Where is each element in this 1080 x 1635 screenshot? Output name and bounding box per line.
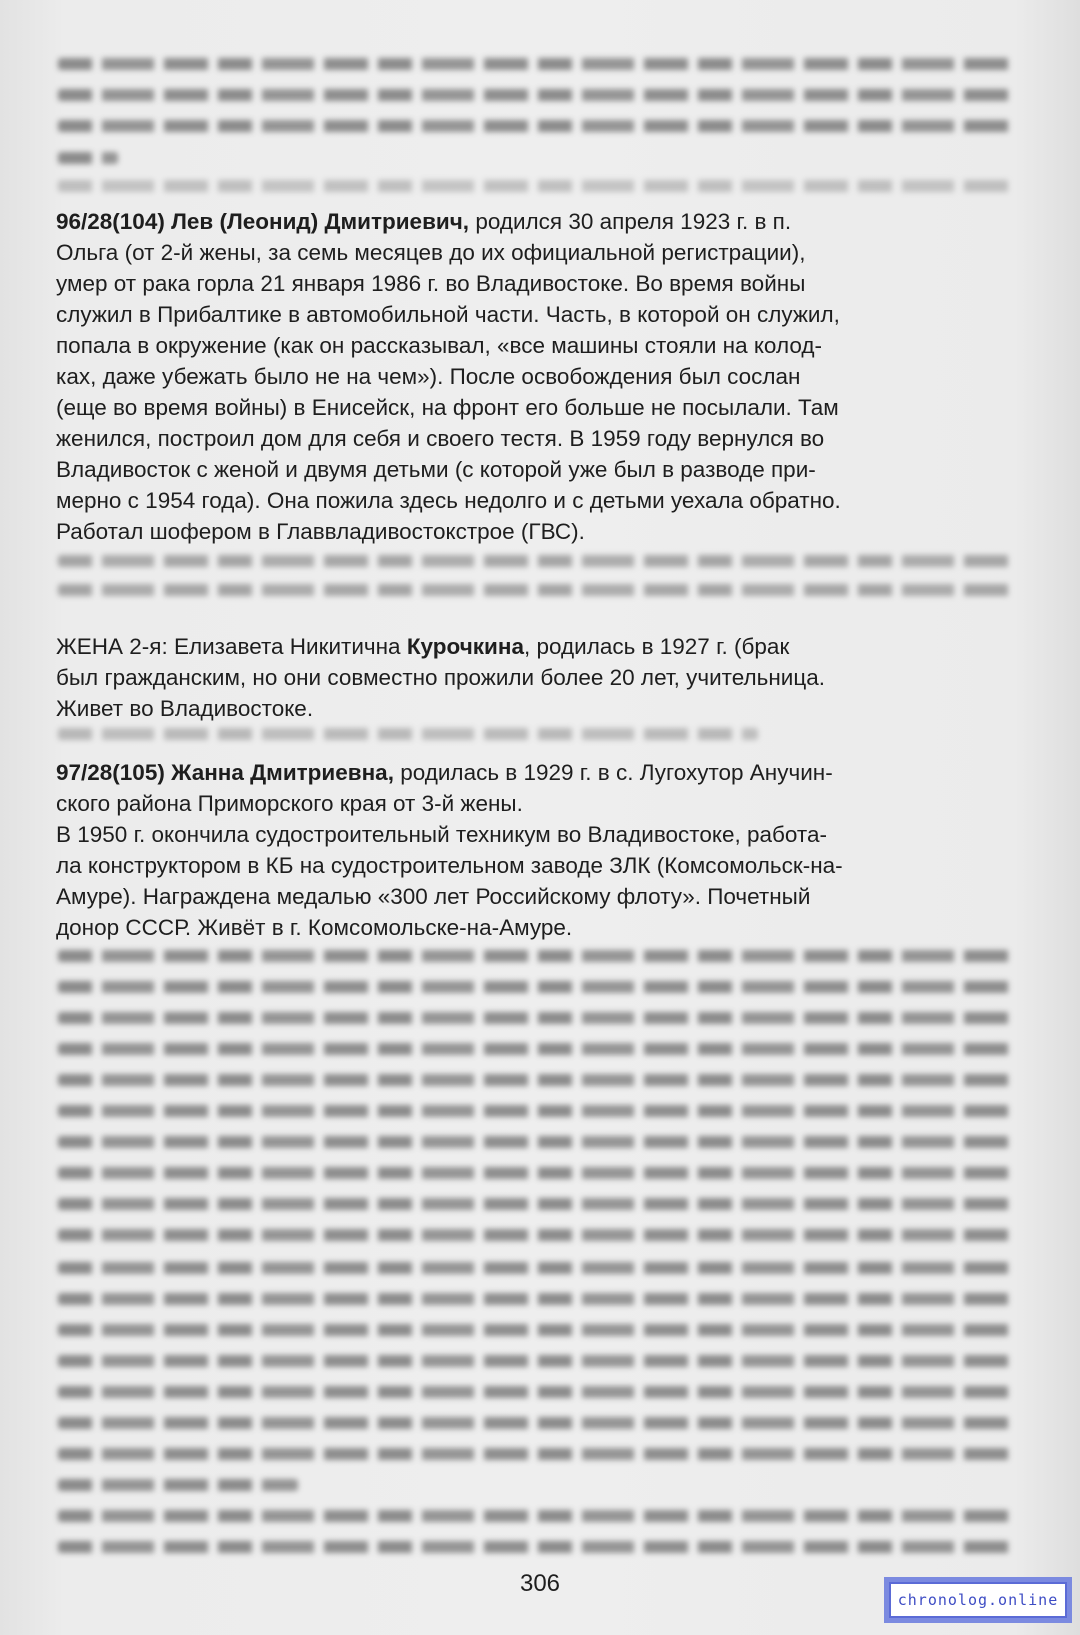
entry-lev-line: мерно с 1954 года). Она пожила здесь недолго и с детьми уехала обратно. [56,488,841,513]
entry-zhanna-first: родилась в 1929 г. в с. Лугохутор Анучин- [393,760,833,785]
entry-lev [56,206,1014,547]
entry-lev-line: женился, построил дом для себя и своего тестя. В 1959 году вернулся во [56,426,825,451]
entry-lev-heading: 96/28(104) Лев (Леонид) Дмитриевич, [56,209,470,234]
entry-lev-line: (еще во время войны) в Енисейск, на фронт его больше не посылали. Там [56,395,839,420]
entry-zhanna [56,757,1014,943]
entry-zhanna-line: донор СССР. Живёт в г. Комсомольске-на-Амуре. [56,915,573,940]
entry-zhanna-first-line [56,757,1014,788]
watermark-badge: chronolog.online [889,1582,1067,1618]
entry-lev-first-line [56,206,1014,237]
entry-wife-rest: , родилась в 1927 г. (брак [523,634,790,659]
entry-zhanna-line: ла конструктором в КБ на судостроительном заводе ЗЛК (Комсомольск-на- [56,853,843,878]
entry-zhanna-line: ского района Приморского края от 3-й жены. [56,791,523,816]
entry-lev-line-0: родился 30 апреля 1923 г. в п. [475,209,792,234]
entry-wife-surname: Курочкина [406,634,524,659]
entry-zhanna-heading: 97/28(105) Жанна Дмитриевна, [56,760,394,785]
entry-lev-line: ках, даже убежать было не на чем»). После освобождения был сослан [56,364,801,389]
entry-wife-prefix: ЖЕНА 2-я: Елизавета Никитична [56,634,407,659]
entry-wife-first-line [56,631,1014,662]
entry-lev-line: Ольга (от 2-й жены, за семь месяцев до их официальной регистрации), [56,240,806,265]
entry-wife [56,631,1014,724]
entry-lev-line: Владивосток с женой и двумя детьми (с которой уже был в разводе при- [56,457,816,482]
entry-lev-line: попала в окружение (как он рассказывал, «все машины стояли на колод- [56,333,822,358]
entry-wife-line: был гражданским, но они совместно прожили более 20 лет, учительница. [56,665,825,690]
entry-lev-line: служил в Прибалтике в автомобильной части. Часть, в которой он служил, [56,302,840,327]
page-number: 306 [519,1570,561,1597]
entry-wife-line: Живет во Владивостоке. [56,696,314,721]
entry-zhanna-line: Амуре). Награждена медалью «300 лет Российскому флоту». Почетный [56,884,811,909]
entry-lev-line: умер от рака горла 21 января 1986 г. во Владивостоке. Во время войны [56,271,806,296]
entry-zhanna-line: В 1950 г. окончила судостроительный техникум во Владивостоке, работа- [56,822,827,847]
entry-lev-line: Работал шофером в Главвладивостокстрое (ГВС). [56,519,585,544]
